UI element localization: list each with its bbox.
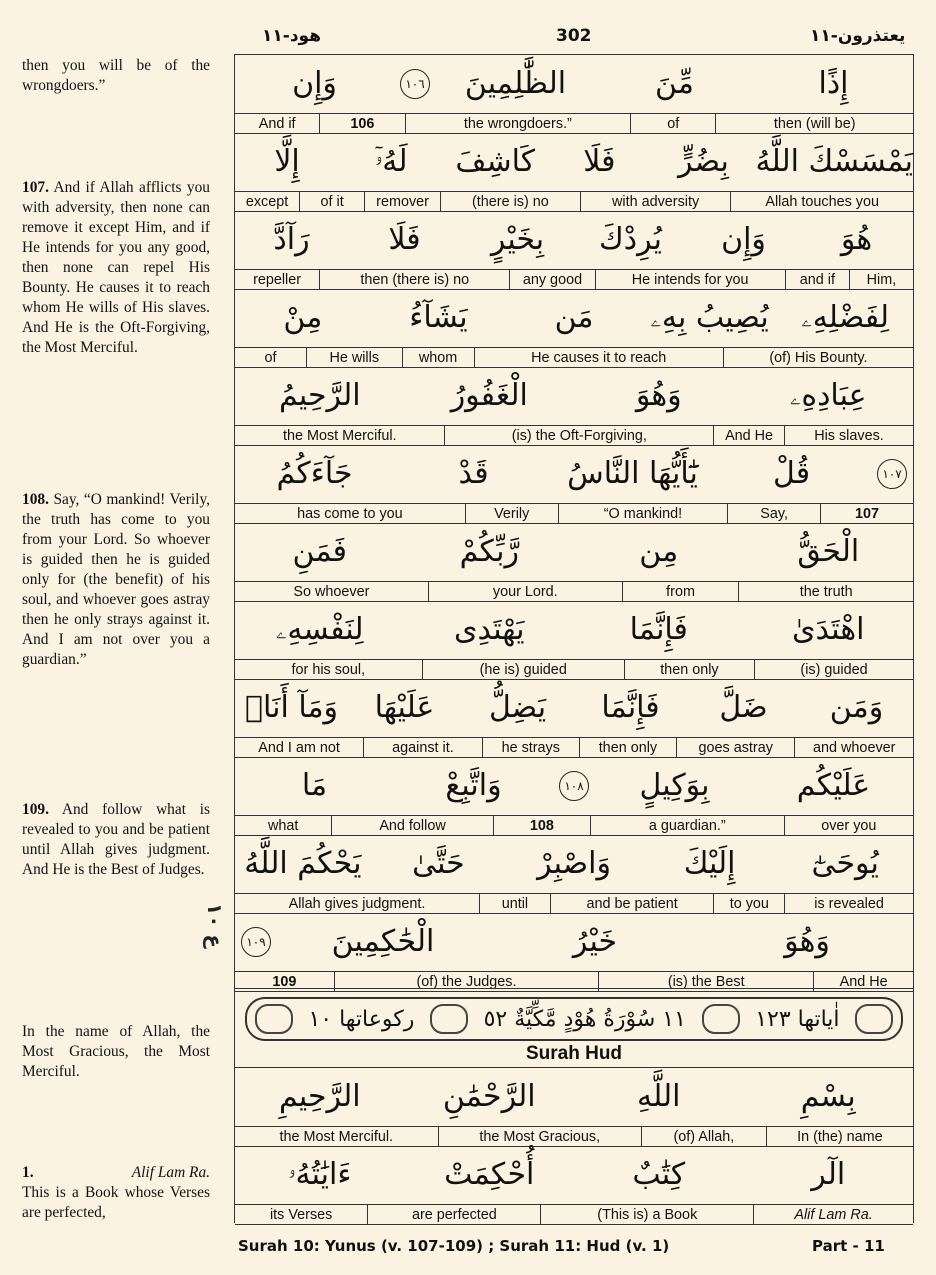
arabic-word: يَٰٓأَيُّهَا النَّاسُ xyxy=(567,456,698,491)
translation-word: he strays xyxy=(482,738,579,757)
translation-word: remover xyxy=(364,192,440,211)
translation-line xyxy=(235,425,913,445)
translation-word: 108 xyxy=(493,816,590,835)
commentary-108 xyxy=(22,490,210,670)
translation-word: (of) the Judges. xyxy=(334,972,598,991)
arabic-word: وَمَن xyxy=(829,690,884,725)
arabic-line xyxy=(235,367,913,424)
arabic-word: حَتَّىٰ xyxy=(412,846,465,881)
translation-word: And He xyxy=(713,426,784,445)
translation-word: its Verses xyxy=(269,1206,333,1223)
verse-row xyxy=(235,211,913,290)
arabic-word: وَإِن xyxy=(292,66,337,101)
translation-word: Allah touches you xyxy=(730,192,913,211)
arabic-line xyxy=(235,1146,913,1203)
arabic-word: فَمَنِ xyxy=(292,534,348,569)
arabic-line xyxy=(235,601,913,658)
arabic-word: إِلَيْكَ xyxy=(683,846,736,881)
arabic-word: كَاشِفَ xyxy=(455,144,536,179)
arabic-line xyxy=(235,1068,913,1125)
arabic-word: اللَّهِ xyxy=(637,1079,681,1114)
footer-part: Part - 11 xyxy=(812,1237,885,1255)
translation-word: (This is) a Book xyxy=(540,1205,753,1224)
translation-line xyxy=(235,737,913,757)
arabic-word: عَلَيْهَا xyxy=(374,690,435,725)
arabic-word: يَحْكُمَ اللَّهُ xyxy=(244,846,362,881)
surah-name-arabic: ١١ سُوْرَةُ هُوْدٍ مَّكِّيَّةٌ ٥٢ xyxy=(483,1006,686,1032)
arabic-word: بِضُرٍّ xyxy=(677,144,729,179)
arabic-word: وَاصْبِرْ xyxy=(537,846,611,881)
arabic-word: فَإِنَّمَا xyxy=(629,612,688,647)
translation-word: from xyxy=(622,582,739,601)
verse-row xyxy=(235,757,913,836)
arabic-line xyxy=(235,835,913,892)
arabic-word: رَآدَّ xyxy=(273,222,310,257)
translation-line xyxy=(235,815,913,835)
verse-number: 109. xyxy=(22,801,49,818)
arabic-line xyxy=(235,55,913,112)
arabic-word: فَإِنَّمَا xyxy=(601,690,660,725)
translation-word: has come to you xyxy=(297,505,403,522)
translation-word: Him, xyxy=(849,270,913,289)
translation-word: (he is) guided xyxy=(422,660,624,679)
verse-end-circle: ١٠٦ xyxy=(400,69,430,99)
translation-word: (is) the Oft-Forgiving, xyxy=(444,426,713,445)
translation-word: are perfected xyxy=(367,1205,540,1224)
translation-word: He wills xyxy=(306,348,402,367)
translation-word: (there is) no xyxy=(440,192,580,211)
ornament-icon xyxy=(855,1004,893,1034)
verse-number: 108. xyxy=(22,491,49,508)
arabic-word: مِن xyxy=(639,534,679,569)
arabic-word: الْغَفُورُ xyxy=(450,378,528,413)
translation-word: any good xyxy=(509,270,594,289)
arabic-word: بِوَكِيلٍ xyxy=(639,768,710,803)
translation-word: 106 xyxy=(319,114,404,133)
arabic-word: رَّبِّكُمْ xyxy=(459,534,519,569)
surah-title: Surah Hud xyxy=(525,1043,623,1064)
arabic-word: فَلَا xyxy=(388,222,421,257)
surah-banner xyxy=(245,997,903,1041)
arabic-word: ءَايَٰتُهُۥ xyxy=(288,1157,352,1192)
arabic-word: إِذًا xyxy=(818,66,849,101)
arabic-word: جَآءَكُمُ xyxy=(276,456,353,491)
translation-word: the Most Gracious, xyxy=(438,1127,642,1146)
translation-word: 109 xyxy=(272,973,297,990)
arabic-word: فَلَا xyxy=(583,144,616,179)
translation-line xyxy=(235,503,913,523)
arabic-word: كِتَٰبٌ xyxy=(632,1157,686,1192)
verse-text: Say, “O mankind! Verily, the truth has come to you from your Lord. So whoever is guided then he is guided only for (the benefit) of his soul, and whoever goes astray then he only strays against it. And I am not over you a guardian.” xyxy=(22,491,210,668)
commentary-end-106: then you will be of the wrongdoers.” xyxy=(22,57,210,94)
translation-word: Allah gives judgment. xyxy=(288,895,426,912)
verse-row xyxy=(235,523,913,602)
translation-word: Say, xyxy=(727,504,820,523)
translation-word: And if xyxy=(258,115,296,132)
translation-word: and be patient xyxy=(550,894,714,913)
arabic-word: اهْتَدَىٰ xyxy=(792,612,865,647)
translation-line xyxy=(235,113,913,133)
verse-text: And if Allah afflicts you with adversity, then none can remove it except Him, and if He intends for you any good, then none can repel His Bounty. He causes it to reach whom He wills of His slaves. And He is the Oft-Forgiving, the Most Merciful. xyxy=(22,179,210,356)
surah-verse-count: اٰیاتھا ١٢٣ xyxy=(755,1006,840,1032)
arabic-word: لِفَضْلِهِۦ xyxy=(801,300,890,335)
translation-word: He causes it to reach xyxy=(474,348,723,367)
translation-word: over you xyxy=(784,816,913,835)
arabic-word: يُرِدْكَ xyxy=(599,222,662,257)
translation-line xyxy=(235,1126,913,1146)
arabic-word: الرَّحِيمِ xyxy=(278,1079,361,1114)
translation-line xyxy=(235,269,913,289)
verse-end-marker xyxy=(235,913,277,970)
arabic-word: وَإِن xyxy=(721,222,766,257)
arabic-word: قُلْ xyxy=(772,456,811,491)
ornament-icon xyxy=(430,1004,468,1034)
translation-word: for his soul, xyxy=(291,661,366,678)
arabic-word: يَشَآءُ xyxy=(409,300,468,335)
surah-ruku-count: رکوعاتھا ١٠ xyxy=(308,1006,415,1032)
translation-word: He intends for you xyxy=(595,270,785,289)
translation-word: your Lord. xyxy=(428,582,622,601)
ornament-icon xyxy=(255,1004,293,1034)
verse-end-marker xyxy=(871,445,913,502)
translation-word: And follow xyxy=(331,816,492,835)
arabic-word: مَن xyxy=(554,300,594,335)
translation-word: (of) Allah, xyxy=(641,1127,766,1146)
verse-number: 107. xyxy=(22,179,49,196)
arabic-word: الظَّٰلِمِينَ xyxy=(464,66,567,101)
verse-row xyxy=(235,835,913,914)
translation-line xyxy=(235,191,913,211)
verse-row xyxy=(235,601,913,680)
arabic-word: وَمَآ أَنَا۠ xyxy=(244,690,339,725)
translation-word: repeller xyxy=(253,271,302,288)
arabic-word: لَهُۥٓ xyxy=(374,144,408,179)
translation-word: except xyxy=(245,193,289,210)
verse-number: 1. xyxy=(22,1164,34,1181)
verse-text: This is a Book whose Verses are perfected, xyxy=(22,1184,210,1221)
translation-word: of xyxy=(630,114,715,133)
arabic-word: وَهُوَ xyxy=(635,378,682,413)
arabic-line xyxy=(235,445,913,502)
header-surah-label: هود-١١ xyxy=(262,26,321,46)
arabic-word: وَهُوَ xyxy=(784,924,830,959)
arabic-word: يَضِلُّ xyxy=(488,690,547,725)
translation-word: what xyxy=(267,817,299,834)
arabic-word: أُحْكِمَتْ xyxy=(444,1157,535,1192)
translation-word: of xyxy=(264,349,277,366)
arabic-word: وَاتَّبِعْ xyxy=(445,768,502,803)
surah-header xyxy=(234,988,914,1068)
verse-row xyxy=(235,289,913,368)
translation-word: then (there is) no xyxy=(319,270,509,289)
commentary-basmala: In the name of Allah, the Most Gracious, the Most Merciful. xyxy=(22,1023,210,1080)
arabic-word: بِسْمِ xyxy=(800,1079,856,1114)
arabic-word: يُوحَىٰٓ xyxy=(811,846,879,881)
verse-italic: Alif Lam Ra. xyxy=(131,1164,210,1181)
arabic-word: لِنَفْسِهِۦ xyxy=(275,612,364,647)
page-number: 302 xyxy=(556,26,592,46)
verse-row xyxy=(235,1068,913,1147)
arabic-word: الرَّحْمَٰنِ xyxy=(442,1079,536,1114)
translation-word: In (the) name xyxy=(766,1127,913,1146)
arabic-line xyxy=(235,913,913,970)
translation-word: Alif Lam Ra. xyxy=(753,1205,913,1224)
translation-word: and whoever xyxy=(794,738,913,757)
verse-end-marker xyxy=(394,55,436,112)
translation-word: is revealed xyxy=(784,894,913,913)
arabic-word: الرَّحِيمُ xyxy=(278,378,361,413)
verse-row xyxy=(235,1146,913,1225)
verse-row xyxy=(235,133,913,212)
translation-word: (is) the Best xyxy=(598,972,813,991)
translation-word: “O mankind! xyxy=(558,504,728,523)
arabic-word: عَلَيْكُم xyxy=(796,768,871,803)
arabic-word: إِلَّا xyxy=(274,144,300,179)
verse-end-circle: ١٠٨ xyxy=(559,771,589,801)
arabic-word: عِبَادِهِۦ xyxy=(789,378,867,413)
translation-word: then only xyxy=(624,660,754,679)
arabic-word: الٓر xyxy=(811,1157,846,1192)
translation-word: whom xyxy=(402,348,474,367)
arabic-word: الْحَٰكِمِينَ xyxy=(331,924,435,959)
translation-word: the Most Merciful. xyxy=(282,427,397,444)
translation-word: until xyxy=(479,894,550,913)
translation-line xyxy=(235,347,913,367)
word-grid-yunus xyxy=(234,54,914,989)
translation-word: to you xyxy=(713,894,784,913)
arabic-word: هُوَ xyxy=(840,222,873,257)
commentary-hud-1 xyxy=(22,1163,210,1223)
arabic-word: مِنْ xyxy=(283,300,323,335)
translation-word: of it xyxy=(299,192,364,211)
verse-end-marker xyxy=(553,757,595,814)
translation-word: then only xyxy=(579,738,676,757)
ornament-icon xyxy=(702,1004,740,1034)
arabic-line xyxy=(235,133,913,190)
arabic-word: مَا xyxy=(301,768,328,803)
translation-word: the truth xyxy=(738,582,913,601)
translation-word: the Most Merciful. xyxy=(279,1128,394,1145)
header-juz-label: يعتذرون-١١ xyxy=(810,26,906,46)
footer-reference: Surah 10: Yunus (v. 107-109) ; Surah 11: Hud (v. 1) xyxy=(238,1237,670,1255)
translation-word: Verily xyxy=(465,504,558,523)
verse-row xyxy=(235,679,913,758)
translation-word: And He xyxy=(813,972,913,991)
verse-row xyxy=(235,55,913,134)
ruku-mark: ع ١٠ xyxy=(203,903,227,949)
translation-word: So whoever xyxy=(293,583,370,600)
translation-word: goes astray xyxy=(676,738,795,757)
arabic-word: يَمْسَسْكَ اللَّهُ xyxy=(755,144,913,179)
verse-end-circle: ١٠٩ xyxy=(241,927,271,957)
verse-text: And follow what is revealed to you and be patient until Allah gives judgment. And He is the Best of Judges. xyxy=(22,801,211,878)
commentary-109 xyxy=(22,800,210,880)
translation-word: with adversity xyxy=(580,192,731,211)
word-grid-hud xyxy=(234,1067,914,1223)
arabic-line xyxy=(235,757,913,814)
arabic-word: ضَلَّ xyxy=(719,690,768,725)
arabic-word: يُصِيبُ بِهِۦ xyxy=(650,300,769,335)
arabic-word: قَدْ xyxy=(458,456,489,491)
verse-row xyxy=(235,445,913,524)
translation-word: a guardian.” xyxy=(590,816,784,835)
arabic-word: مِّنَ xyxy=(655,66,694,101)
arabic-line xyxy=(235,211,913,268)
translation-word: And I am not xyxy=(258,739,340,756)
commentary-107 xyxy=(22,178,210,358)
translation-word: His slaves. xyxy=(784,426,913,445)
arabic-line xyxy=(235,679,913,736)
translation-line xyxy=(235,893,913,913)
translation-word: then (will be) xyxy=(715,114,913,133)
translation-word: 107 xyxy=(820,504,913,523)
translation-word: the wrongdoers.” xyxy=(405,114,631,133)
translation-line xyxy=(235,1204,913,1224)
translation-word: (of) His Bounty. xyxy=(723,348,913,367)
translation-word: (is) guided xyxy=(754,660,913,679)
translation-line xyxy=(235,581,913,601)
verse-row xyxy=(235,913,913,992)
arabic-word: خَيْرُ xyxy=(572,924,618,959)
translation-word: against it. xyxy=(363,738,482,757)
verse-row xyxy=(235,367,913,446)
arabic-word: يَهْتَدِى xyxy=(454,612,525,647)
verse-end-circle: ١٠٧ xyxy=(877,459,907,489)
arabic-line xyxy=(235,289,913,346)
translation-line xyxy=(235,659,913,679)
arabic-word: الْحَقُّ xyxy=(797,534,860,569)
translation-word: and if xyxy=(785,270,849,289)
arabic-word: بِخَيْرٍ xyxy=(490,222,545,257)
arabic-line xyxy=(235,523,913,580)
